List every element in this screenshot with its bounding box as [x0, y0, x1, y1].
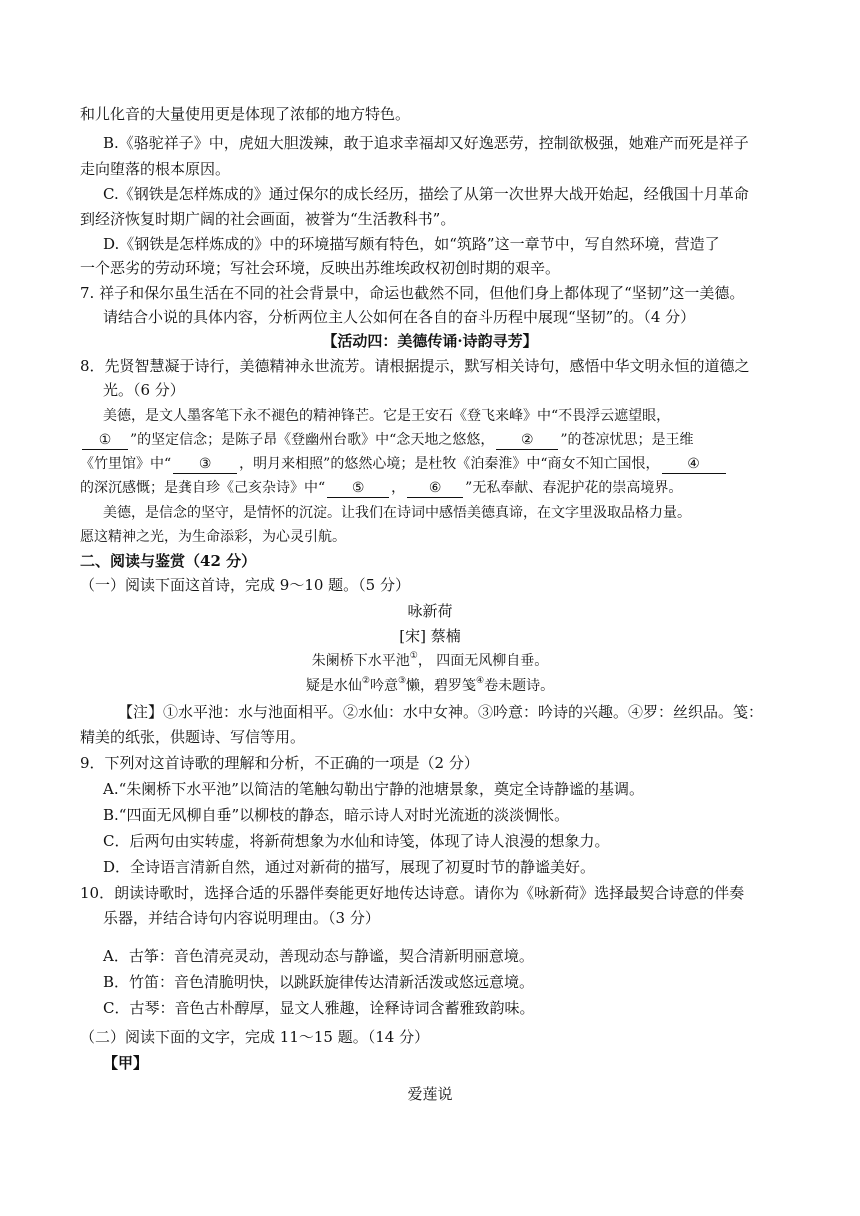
q6-option-d-line1: D.《钢铁是怎样炼成的》中的环境描写颇有特色，如“筑路”这一章节中，写自然环境，营造了 [103, 235, 720, 253]
q8-ending-line1: 美德，是信念的坚守，是情怀的沉淀。让我们在诗词中感悟美德真谛，在文字里汲取品格力量。 [103, 505, 691, 521]
poem-text: 疑是水仙 [305, 678, 362, 694]
poem-note-line2: 精美的纸张，供题诗、写信等用。 [80, 728, 306, 746]
passage-text: ， [391, 480, 406, 496]
poem-text: 吟意 [369, 678, 398, 694]
q10-stem-line1: 10．朗读诗歌时，选择合适的乐器伴奏能更好地传达诗意。请你为《咏新荷》选择最契合诗意的伴奏 [80, 884, 745, 902]
poem-text: 懒，碧罗笺 [406, 678, 477, 694]
poem-line1 [0, 649, 860, 673]
blank-3[interactable]: ③ [173, 455, 237, 474]
part-two-instructions: （二）阅读下面的文字，完成 11～15 题。（14 分） [80, 1028, 430, 1046]
q6-option-c-line2: 到经济恢复时期广阔的社会画面，被誉为“生活教科书”。 [80, 210, 456, 228]
q6-option-c-line1: C.《钢铁是怎样炼成的》通过保尔的成长经历，描绘了从第一次世界大战开始起，经俄国十月革命 [103, 185, 749, 203]
poem-note-line1: 【注】①水平池：水与池面相平。②水仙：水中女神。③吟意：吟诗的兴趣。④罗：丝织品。笺： [118, 703, 764, 721]
q10-option-a[interactable]: A．古筝：音色清亮灵动，善现动态与静谧，契合清新明丽意境。 [103, 947, 534, 965]
q8-stem-line1: 8．先贤智慧凝于诗行，美德精神永世流芳。请根据提示，默写相关诗句，感悟中华文明永恒的道德之 [80, 357, 750, 375]
q9-option-d[interactable]: D．全诗语言清新自然，通过对新荷的描写，展现了初夏时节的静谧美好。 [103, 858, 596, 876]
q9-option-a[interactable]: A.“朱阑桥下水平池”以简洁的笔触勾勒出宁静的池塘景象，奠定全诗静谧的基调。 [103, 780, 644, 798]
passage-text: ”无私奉献、春泥护花的崇高境界。 [465, 480, 683, 496]
passage-text: ，明月来相照”的悠然心境；是杜牧《泊秦淮》中“商女不知亡国恨， [239, 456, 660, 472]
q9-option-b[interactable]: B.“四面无风柳自垂”以柳枝的静态，暗示诗人对时光流逝的淡淡惆怅。 [103, 806, 570, 824]
q8-passage-line3 [80, 452, 728, 476]
poem-line2 [0, 674, 860, 698]
blank-5[interactable]: ⑤ [327, 479, 389, 498]
q10-option-b[interactable]: B．竹笛：音色清脆明快，以跳跃旋律传达清新活泼或悠远意境。 [103, 973, 535, 991]
passage-text: ”的苍凉忧思；是王维 [560, 432, 694, 448]
q8-stem-line2: 光。（6 分） [103, 381, 185, 399]
text-line: 和儿化音的大量使用更是体现了浓郁的地方特色。 [80, 105, 411, 123]
essay-title: 爱莲说 [407, 1085, 453, 1103]
q8-ending-line2: 愿这精神之光，为生命添彩，为心灵引航。 [80, 529, 346, 545]
poem-author: [宋] 蔡楠 [399, 627, 461, 645]
footnote-marker: ① [409, 651, 418, 661]
footnote-marker: ③ [397, 676, 407, 686]
passage-text: 的深沉感慨；是龚自珍《己亥杂诗》中“ [80, 480, 326, 496]
blank-4[interactable]: ④ [662, 455, 726, 474]
q7-stem-line1: 7. 祥子和保尔虽生活在不同的社会背景中，命运也截然不同，但他们身上都体现了“坚韧”这一美德。 [80, 284, 745, 302]
footnote-marker: ④ [476, 676, 485, 686]
part-one-instructions: （一）阅读下面这首诗，完成 9～10 题。（5 分） [80, 576, 410, 594]
q8-passage-line1: 美德，是文人墨客笔下永不褪色的精神锋芒。它是王安石《登飞来峰》中“不畏浮云遮望眼， [103, 408, 671, 424]
q10-stem-line2: 乐器，并结合诗句内容说明理由。（3 分） [103, 909, 380, 927]
q9-stem: 9．下列对这首诗歌的理解和分析，不正确的一项是（2 分） [80, 754, 479, 772]
poem-title: 咏新荷 [407, 602, 453, 620]
q6-option-b-line1: B.《骆驼祥子》中，虎妞大胆泼辣，敢于追求幸福却又好逸恶劳，控制欲极强，她难产而死是祥子 [103, 134, 749, 152]
poem-text: 卷未题诗。 [484, 678, 555, 694]
activity-four-heading: 【活动四：美德传诵·诗韵寻芳】 [322, 332, 538, 350]
blank-1[interactable]: ① [82, 431, 128, 450]
passage-text: 《竹里馆》中“ [80, 456, 172, 472]
poem-text: ， 四面无风柳自垂。 [417, 653, 549, 669]
footnote-marker: ② [361, 676, 370, 686]
q7-stem-line2: 请结合小说的具体内容，分析两位主人公如何在各自的奋斗历程中展现“坚韧”的。（4 分） [103, 308, 696, 326]
q6-option-b-line2: 走向堕落的根本原因。 [80, 160, 231, 178]
q9-option-c[interactable]: C．后两句由实转虚，将新荷想象为水仙和诗笺，体现了诗人浪漫的想象力。 [103, 832, 610, 850]
section-two-heading: 二、阅读与鉴赏（42 分） [80, 552, 257, 570]
poem-text: 朱阑桥下水平池 [311, 653, 410, 669]
passage-jia-label: 【甲】 [103, 1054, 149, 1072]
q8-passage-line2 [80, 428, 694, 452]
passage-text: ”的坚定信念；是陈子昂《登幽州台歌》中“念天地之悠悠， [130, 432, 495, 448]
q6-option-d-line2: 一个恶劣的劳动环境；写社会环境，反映出苏维埃政权初创时期的艰辛。 [80, 259, 561, 277]
q8-passage-line4 [80, 476, 682, 500]
q10-option-c[interactable]: C．古琴：音色古朴醇厚，显文人雅趣，诠释诗词含蓄雅致韵味。 [103, 999, 535, 1017]
blank-2[interactable]: ② [496, 431, 558, 450]
blank-6[interactable]: ⑥ [407, 479, 463, 498]
